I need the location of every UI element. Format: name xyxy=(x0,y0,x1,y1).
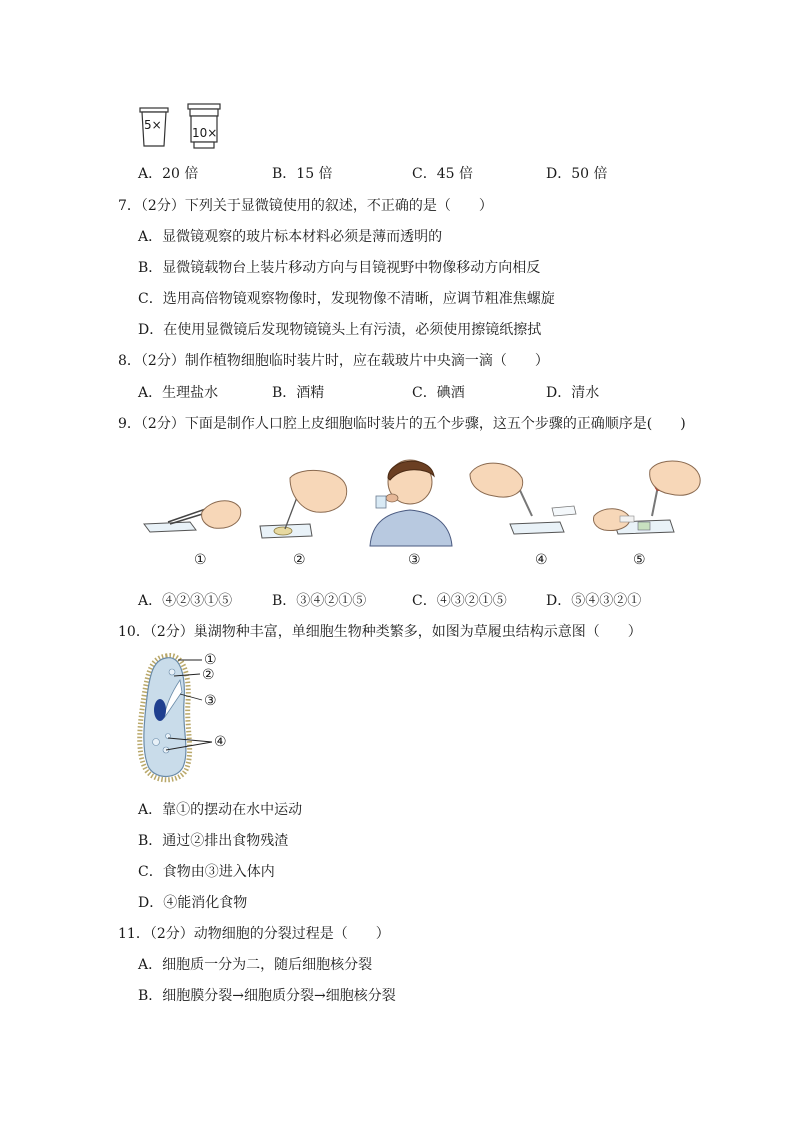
q9-option-c[interactable]: C．④③②①⑤ xyxy=(412,593,507,609)
step-3-illustration xyxy=(370,460,452,546)
paramecium-label-3: ③ xyxy=(204,693,217,709)
nucleus xyxy=(154,699,166,721)
step-2-label: ② xyxy=(293,552,306,568)
q11-option-a[interactable]: A．细胞质一分为二，随后细胞核分裂 xyxy=(138,957,373,973)
step-1-label: ① xyxy=(194,552,207,568)
q8-option-c[interactable]: C．碘酒 xyxy=(412,385,465,401)
step-4-illustration xyxy=(470,463,576,534)
paramecium-label-1: ① xyxy=(204,652,217,668)
q6-option-b[interactable]: B．15 倍 xyxy=(272,166,333,182)
q8-option-b[interactable]: B．酒精 xyxy=(272,385,325,401)
q7-stem: 7．（2分）下列关于显微镜使用的叙述，不正确的是（ ） xyxy=(118,198,493,214)
q8-option-d[interactable]: D．清水 xyxy=(546,385,600,401)
eyepiece-5x-label: 5× xyxy=(144,118,162,132)
q7-option-b[interactable]: B．显微镜载物台上装片移动方向与目镜视野中物像移动方向相反 xyxy=(138,260,541,276)
paramecium-label-2: ② xyxy=(202,667,215,683)
paramecium-label-4: ④ xyxy=(214,734,227,750)
q8-stem: 8．（2分）制作植物细胞临时装片时，应在载玻片中央滴一滴（ ） xyxy=(118,353,549,369)
q10-option-d[interactable]: D．④能消化食物 xyxy=(138,895,248,911)
q10-option-c[interactable]: C．食物由③进入体内 xyxy=(138,864,275,880)
q6-option-c[interactable]: C．45 倍 xyxy=(412,166,473,182)
q9-stem: 9．（2分）下面是制作人口腔上皮细胞临时装片的五个步骤，这五个步骤的正确顺序是( ) xyxy=(118,416,686,432)
q10-stem: 10．（2分）巢湖物种丰富，单细胞生物种类繁多，如图为草履虫结构示意图（ ） xyxy=(118,624,642,640)
q8-option-a[interactable]: A．生理盐水 xyxy=(138,385,219,401)
step-3-label: ③ xyxy=(408,552,421,568)
q11-option-b[interactable]: B．细胞膜分裂→细胞质分裂→细胞核分裂 xyxy=(138,988,396,1004)
q9-option-d[interactable]: D．⑤④③②① xyxy=(546,593,642,609)
q9-option-a[interactable]: A．④②③①⑤ xyxy=(138,593,233,609)
q7-option-a[interactable]: A．显微镜观察的玻片标本材料必须是薄而透明的 xyxy=(138,229,443,245)
step-4-label: ④ xyxy=(535,552,548,568)
eyepiece-10x-label: 10× xyxy=(192,126,218,140)
q6-option-a[interactable]: A．20 倍 xyxy=(138,166,199,182)
q11-stem: 11．（2分）动物细胞的分裂过程是（ ） xyxy=(118,926,390,942)
step-5-illustration xyxy=(593,461,700,534)
q7-option-d[interactable]: D．在使用显微镜后发现物镜镜头上有污渍，必须使用擦镜纸擦拭 xyxy=(138,322,542,338)
step-1-illustration xyxy=(144,501,241,532)
q10-option-b[interactable]: B．通过②排出食物残渣 xyxy=(138,833,289,849)
step-2-illustration xyxy=(260,470,347,538)
q9-steps-figure xyxy=(140,450,710,550)
q10-option-a[interactable]: A．靠①的摆动在水中运动 xyxy=(138,802,303,818)
q9-option-b[interactable]: B．③④②①⑤ xyxy=(272,593,367,609)
q6-option-d[interactable]: D．50 倍 xyxy=(546,166,608,182)
step-5-label: ⑤ xyxy=(633,552,646,568)
q7-option-c[interactable]: C．选用高倍物镜观察物像时，发现物像不清晰，应调节粗准焦螺旋 xyxy=(138,291,555,307)
paramecium-figure xyxy=(136,652,246,786)
